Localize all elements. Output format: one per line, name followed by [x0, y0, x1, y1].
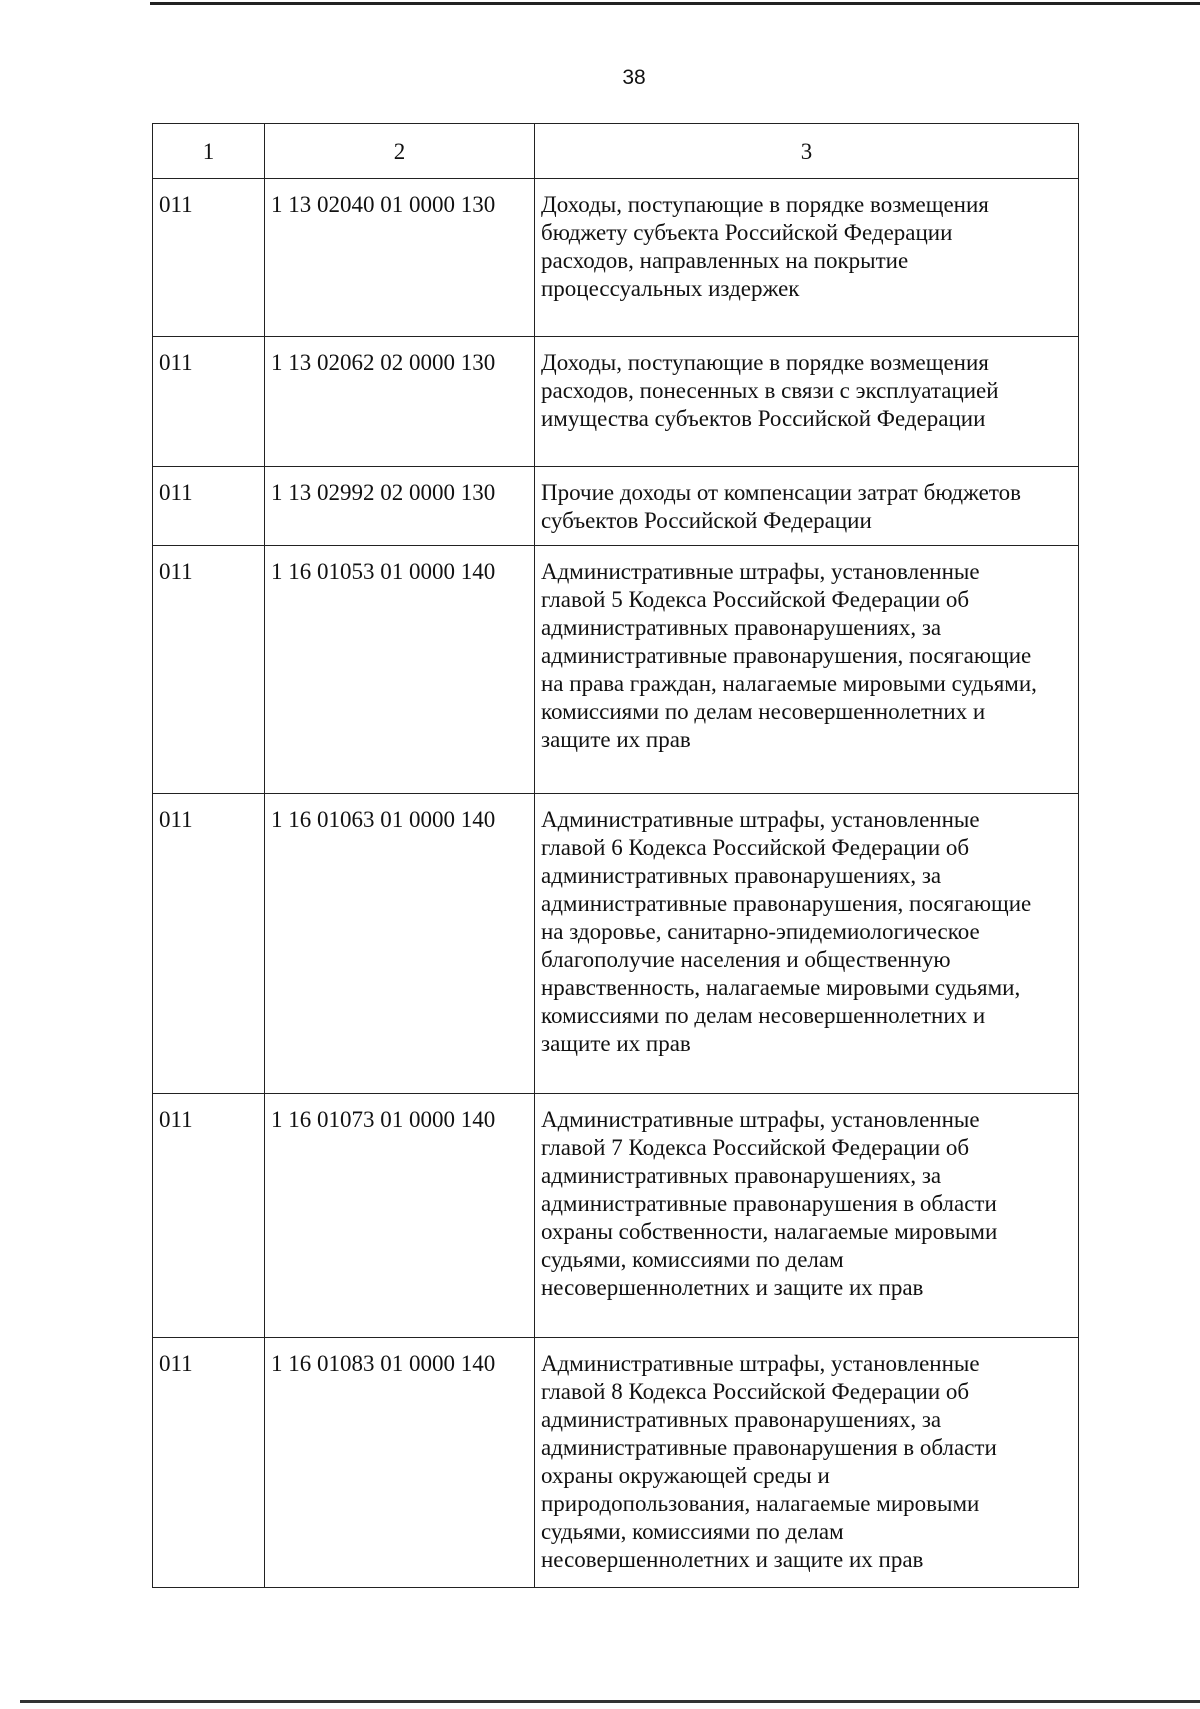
- description-line: благополучие населения и общественную: [541, 947, 951, 972]
- description-line: бюджету субъекта Российской Федерации: [541, 220, 953, 245]
- admin-code-cell: 011: [153, 179, 265, 337]
- admin-code-cell: 011: [153, 337, 265, 467]
- scan-edge-top: [150, 2, 1200, 5]
- admin-code-cell: 011: [153, 467, 265, 546]
- description-line: судьями, комиссиями по делам: [541, 1247, 844, 1272]
- description-line: расходов, понесенных в связи с эксплуатацией: [541, 378, 999, 403]
- table-header-row: [153, 124, 1079, 179]
- description-line: главой 7 Кодекса Российской Федерации об: [541, 1135, 970, 1160]
- description-line: охраны окружающей среды и: [541, 1463, 830, 1488]
- description-line: субъектов Российской Федерации: [541, 508, 872, 533]
- description-line: охраны собственности, налагаемые мировыми: [541, 1219, 998, 1244]
- description-line: природопользования, налагаемые мировыми: [541, 1491, 980, 1516]
- table-row: [153, 467, 1079, 546]
- budget-classification-code-cell: 1 13 02040 01 0000 130: [265, 179, 535, 337]
- revenue-description-cell: [535, 467, 1079, 546]
- budget-classification-code-cell: 1 16 01053 01 0000 140: [265, 546, 535, 794]
- description-line: административные правонарушения в области: [541, 1191, 997, 1216]
- revenue-description-cell: [535, 179, 1079, 337]
- description-line: несовершеннолетних и защите их прав: [541, 1275, 924, 1300]
- description-line: Административные штрафы, установленные: [541, 1107, 980, 1132]
- description-line: судьями, комиссиями по делам: [541, 1519, 844, 1544]
- header-col-3: 3: [535, 124, 1079, 179]
- description-line: на здоровье, санитарно-эпидемиологическое: [541, 919, 980, 944]
- description-line: имущества субъектов Российской Федерации: [541, 406, 986, 431]
- table-row: [153, 1338, 1079, 1588]
- revenue-description-cell: [535, 337, 1079, 467]
- description-line: Административные штрафы, установленные: [541, 807, 980, 832]
- description-line: защите их прав: [541, 1031, 691, 1056]
- budget-classification-code-cell: 1 13 02062 02 0000 130: [265, 337, 535, 467]
- description-line: несовершеннолетних и защите их прав: [541, 1547, 924, 1572]
- table-row: [153, 1094, 1079, 1338]
- budget-classification-code-cell: 1 16 01083 01 0000 140: [265, 1338, 535, 1588]
- page-number: 38: [622, 66, 646, 89]
- table-row: [153, 794, 1079, 1094]
- description-line: административных правонарушениях, за: [541, 863, 942, 888]
- table-row: [153, 337, 1079, 467]
- description-line: административных правонарушениях, за: [541, 1163, 942, 1188]
- budget-classification-code-cell: 1 13 02992 02 0000 130: [265, 467, 535, 546]
- description-line: защите их прав: [541, 727, 691, 752]
- description-line: административные правонарушения, посягающие: [541, 643, 1032, 668]
- admin-code-cell: 011: [153, 546, 265, 794]
- description-line: комиссиями по делам несовершеннолетних и: [541, 1003, 986, 1028]
- table-row: [153, 179, 1079, 337]
- description-line: на права граждан, налагаемые мировыми судьями,: [541, 671, 1037, 696]
- description-line: административных правонарушениях, за: [541, 615, 942, 640]
- description-line: главой 8 Кодекса Российской Федерации об: [541, 1379, 970, 1404]
- description-line: расходов, направленных на покрытие: [541, 248, 909, 273]
- description-line: главой 5 Кодекса Российской Федерации об: [541, 587, 970, 612]
- header-col-1: 1: [153, 124, 265, 179]
- scan-edge-bottom: [20, 1700, 1200, 1703]
- description-line: главой 6 Кодекса Российской Федерации об: [541, 835, 970, 860]
- revenue-description-cell: [535, 1338, 1079, 1588]
- description-line: Административные штрафы, установленные: [541, 559, 980, 584]
- description-line: Доходы, поступающие в порядке возмещения: [541, 192, 989, 217]
- description-line: административных правонарушениях, за: [541, 1407, 942, 1432]
- revenue-description-cell: [535, 794, 1079, 1094]
- description-line: Административные штрафы, установленные: [541, 1351, 980, 1376]
- description-line: нравственность, налагаемые мировыми судьями,: [541, 975, 1021, 1000]
- admin-code-cell: 011: [153, 1094, 265, 1338]
- description-line: комиссиями по делам несовершеннолетних и: [541, 699, 986, 724]
- description-line: Прочие доходы от компенсации затрат бюджетов: [541, 480, 1021, 505]
- budget-classification-code-cell: 1 16 01073 01 0000 140: [265, 1094, 535, 1338]
- budget-classification-code-cell: 1 16 01063 01 0000 140: [265, 794, 535, 1094]
- revenue-codes-table: [152, 123, 1079, 1588]
- admin-code-cell: 011: [153, 1338, 265, 1588]
- table-row: [153, 546, 1079, 794]
- description-line: Доходы, поступающие в порядке возмещения: [541, 350, 989, 375]
- description-line: административные правонарушения, посягающие: [541, 891, 1032, 916]
- table-body: [153, 179, 1079, 1588]
- description-line: процессуальных издержек: [541, 276, 800, 301]
- revenue-description-cell: [535, 546, 1079, 794]
- admin-code-cell: 011: [153, 794, 265, 1094]
- description-line: административные правонарушения в области: [541, 1435, 997, 1460]
- revenue-description-cell: [535, 1094, 1079, 1338]
- header-col-2: 2: [265, 124, 535, 179]
